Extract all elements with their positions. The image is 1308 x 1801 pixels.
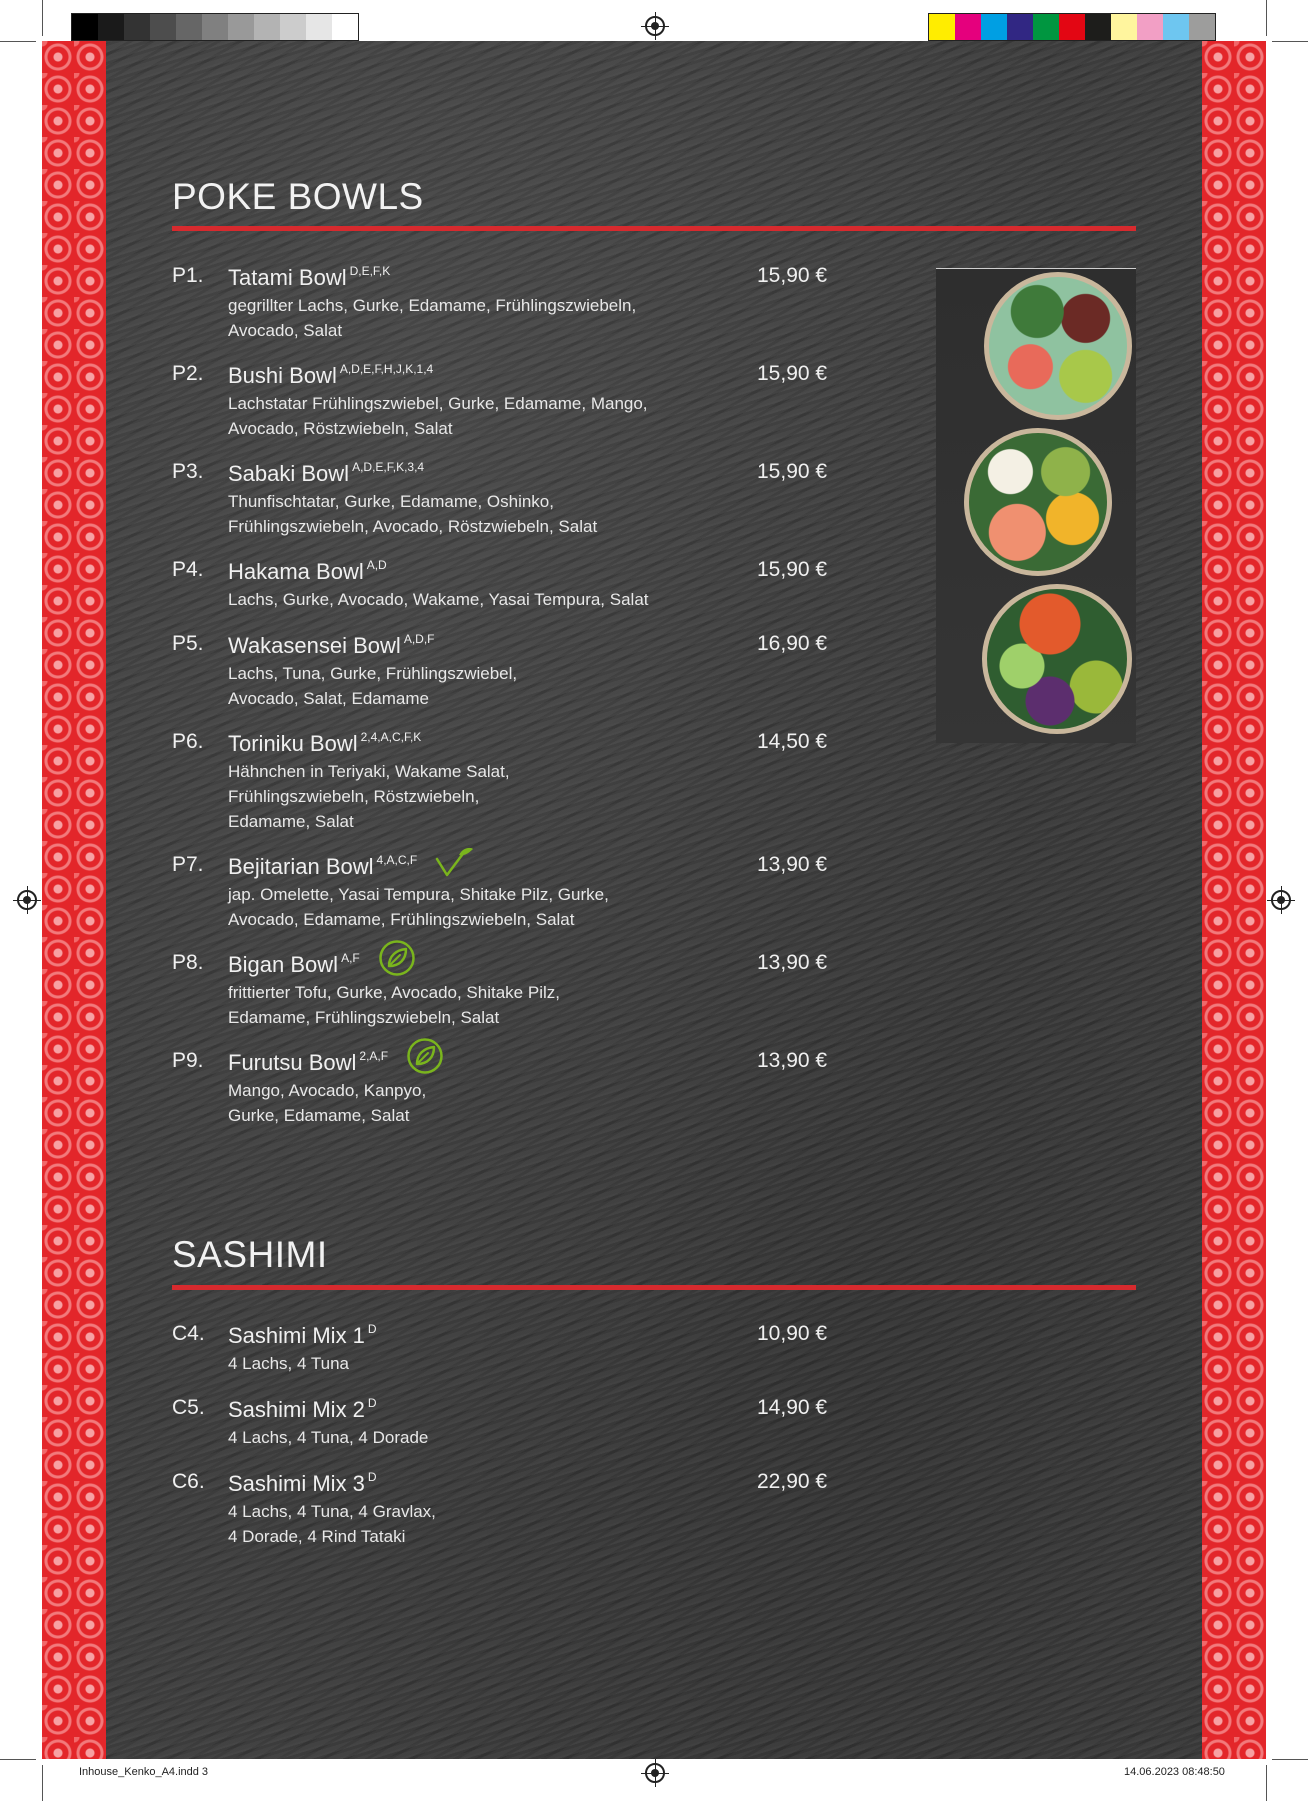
item-name: Sashimi Mix 2 $^D$ (228, 1396, 377, 1422)
item-description: gegrillter Lachs, Gurke, Edamame, Frühlingszwiebeln, Avocado, Salat (228, 296, 637, 340)
item-code: P1. (172, 264, 204, 287)
item-name: Tatami Bowl $^{D,E,F,K}$ (228, 264, 391, 290)
section-divider (172, 226, 1136, 231)
allergen-codes: 2,A,F (359, 1049, 389, 1063)
item-code: P6. (172, 730, 204, 753)
allergen-codes: A,D,F (403, 632, 435, 646)
allergen-codes: D (367, 1470, 377, 1484)
item-description: jap. Omelette, Yasai Tempura, Shitake Pilz, Gurke, Avocado, Edamame, Frühlingszwiebeln, Salat (228, 885, 609, 929)
item-description: Lachstatar Frühlingszwiebel, Gurke, Edamame, Mango, Avocado, Röstzwiebeln, Salat (228, 394, 648, 438)
item-price: 14,90 € (757, 1396, 828, 1419)
item-description: Lachs, Tuna, Gurke, Frühlingszwiebel, Avocado, Salat, Edamame (228, 664, 518, 708)
item-price: 15,90 € (757, 558, 828, 581)
registration-mark-icon (645, 16, 665, 36)
item-description: 4 Lachs, 4 Tuna, 4 Dorade (228, 1428, 429, 1447)
item-price: 15,90 € (757, 460, 828, 483)
item-description: frittierter Tofu, Gurke, Avocado, Shitake Pilz, Edamame, Frühlingszwiebeln, Salat (228, 983, 560, 1027)
allergen-codes: A,F (341, 951, 360, 965)
allergen-codes: A,D,E,F,H,J,K,1,4 (339, 362, 434, 376)
section-divider (172, 1285, 1136, 1290)
crop-mark (0, 1759, 36, 1760)
item-price: 15,90 € (757, 264, 828, 287)
vegetarian-check-icon (435, 845, 475, 877)
item-price: 16,90 € (757, 632, 828, 655)
item-code: P3. (172, 460, 204, 483)
item-code: C6. (172, 1470, 205, 1493)
item-name: Sabaki Bowl $^{A,D,E,F,K,3,4}$ (228, 460, 425, 486)
item-description: Lachs, Gurke, Avocado, Wakame, Yasai Tempura, Salat (228, 590, 649, 609)
file-label: Inhouse_Kenko_A4.indd 3 (79, 1766, 209, 1778)
allergen-codes: D,E,F,K (349, 264, 391, 278)
item-name: Furutsu Bowl $^{2,A,F}$ (228, 1049, 444, 1076)
item-code: P5. (172, 632, 204, 655)
allergen-codes: D (367, 1396, 377, 1410)
process-color-bar (928, 13, 1216, 41)
vegan-leaf-icon (406, 1037, 444, 1075)
item-price: 13,90 € (757, 1049, 828, 1072)
item-description: Hähnchen in Teriyaki, Wakame Salat, Frühlingszwiebeln, Röstzwiebeln, Edamame, Salat (228, 762, 510, 831)
item-code: C5. (172, 1396, 205, 1419)
registration-mark-icon (17, 890, 37, 910)
item-code: P9. (172, 1049, 204, 1072)
crop-mark (42, 0, 43, 36)
item-description: Mango, Avocado, Kanpyo, Gurke, Edamame, Salat (228, 1081, 427, 1125)
vegan-leaf-icon (378, 939, 416, 977)
item-price: 13,90 € (757, 951, 828, 974)
crop-mark (1272, 41, 1308, 42)
item-description: Thunfischtatar, Gurke, Edamame, Oshinko, Frühlingszwiebeln, Avocado, Röstzwiebeln, Salat (228, 492, 598, 536)
crop-mark (0, 41, 36, 42)
allergen-codes: 4,A,C,F (376, 853, 418, 867)
item-price: 22,90 € (757, 1470, 828, 1493)
item-name: Sashimi Mix 3 $^D$ (228, 1470, 377, 1496)
item-price: 13,90 € (757, 853, 828, 876)
crop-mark (1266, 1765, 1267, 1801)
poke-bowls-photo (936, 268, 1136, 743)
item-description: 4 Lachs, 4 Tuna (228, 1354, 349, 1373)
item-name: Sashimi Mix 1 $^D$ (228, 1322, 377, 1348)
item-code: C4. (172, 1322, 205, 1345)
allergen-codes: A,D (366, 558, 387, 572)
item-price: 15,90 € (757, 362, 828, 385)
gray-color-bar (71, 13, 359, 41)
item-price: 10,90 € (757, 1322, 828, 1345)
allergen-codes: D (367, 1322, 377, 1336)
crop-mark (1266, 0, 1267, 36)
item-code: P8. (172, 951, 204, 974)
item-name: Hakama Bowl $^{A,D}$ (228, 558, 387, 584)
allergen-codes: A,D,E,F,K,3,4 (352, 460, 425, 474)
section-title-sashimi: SASHIMI (172, 1234, 328, 1275)
print-timestamp: 14.06.2023 08:48:50 (1124, 1766, 1225, 1778)
item-code: P7. (172, 853, 204, 876)
item-name: Bigan Bowl $^{A,F}$ (228, 951, 416, 978)
registration-mark-icon (645, 1763, 665, 1783)
floral-border-left (42, 41, 106, 1759)
item-name: Wakasensei Bowl $^{A,D,F}$ (228, 632, 435, 658)
crop-mark (42, 1765, 43, 1801)
item-description: 4 Lachs, 4 Tuna, 4 Gravlax, 4 Dorade, 4 Rind Tataki (228, 1502, 436, 1546)
allergen-codes: 2,4,A,C,F,K (360, 730, 422, 744)
item-name: Bejitarian Bowl $^{4,A,C,F}$ (228, 853, 475, 880)
item-name: Bushi Bowl $^{A,D,E,F,H,J,K,1,4}$ (228, 362, 434, 388)
item-name: Toriniku Bowl $^{2,4,A,C,F,K}$ (228, 730, 422, 756)
item-price: 14,50 € (757, 730, 828, 753)
section-title-poke-bowls: POKE BOWLS (172, 176, 424, 217)
crop-mark (1272, 1759, 1308, 1760)
floral-border-right (1202, 41, 1266, 1759)
item-code: P2. (172, 362, 204, 385)
registration-mark-icon (1271, 890, 1291, 910)
item-code: P4. (172, 558, 204, 581)
